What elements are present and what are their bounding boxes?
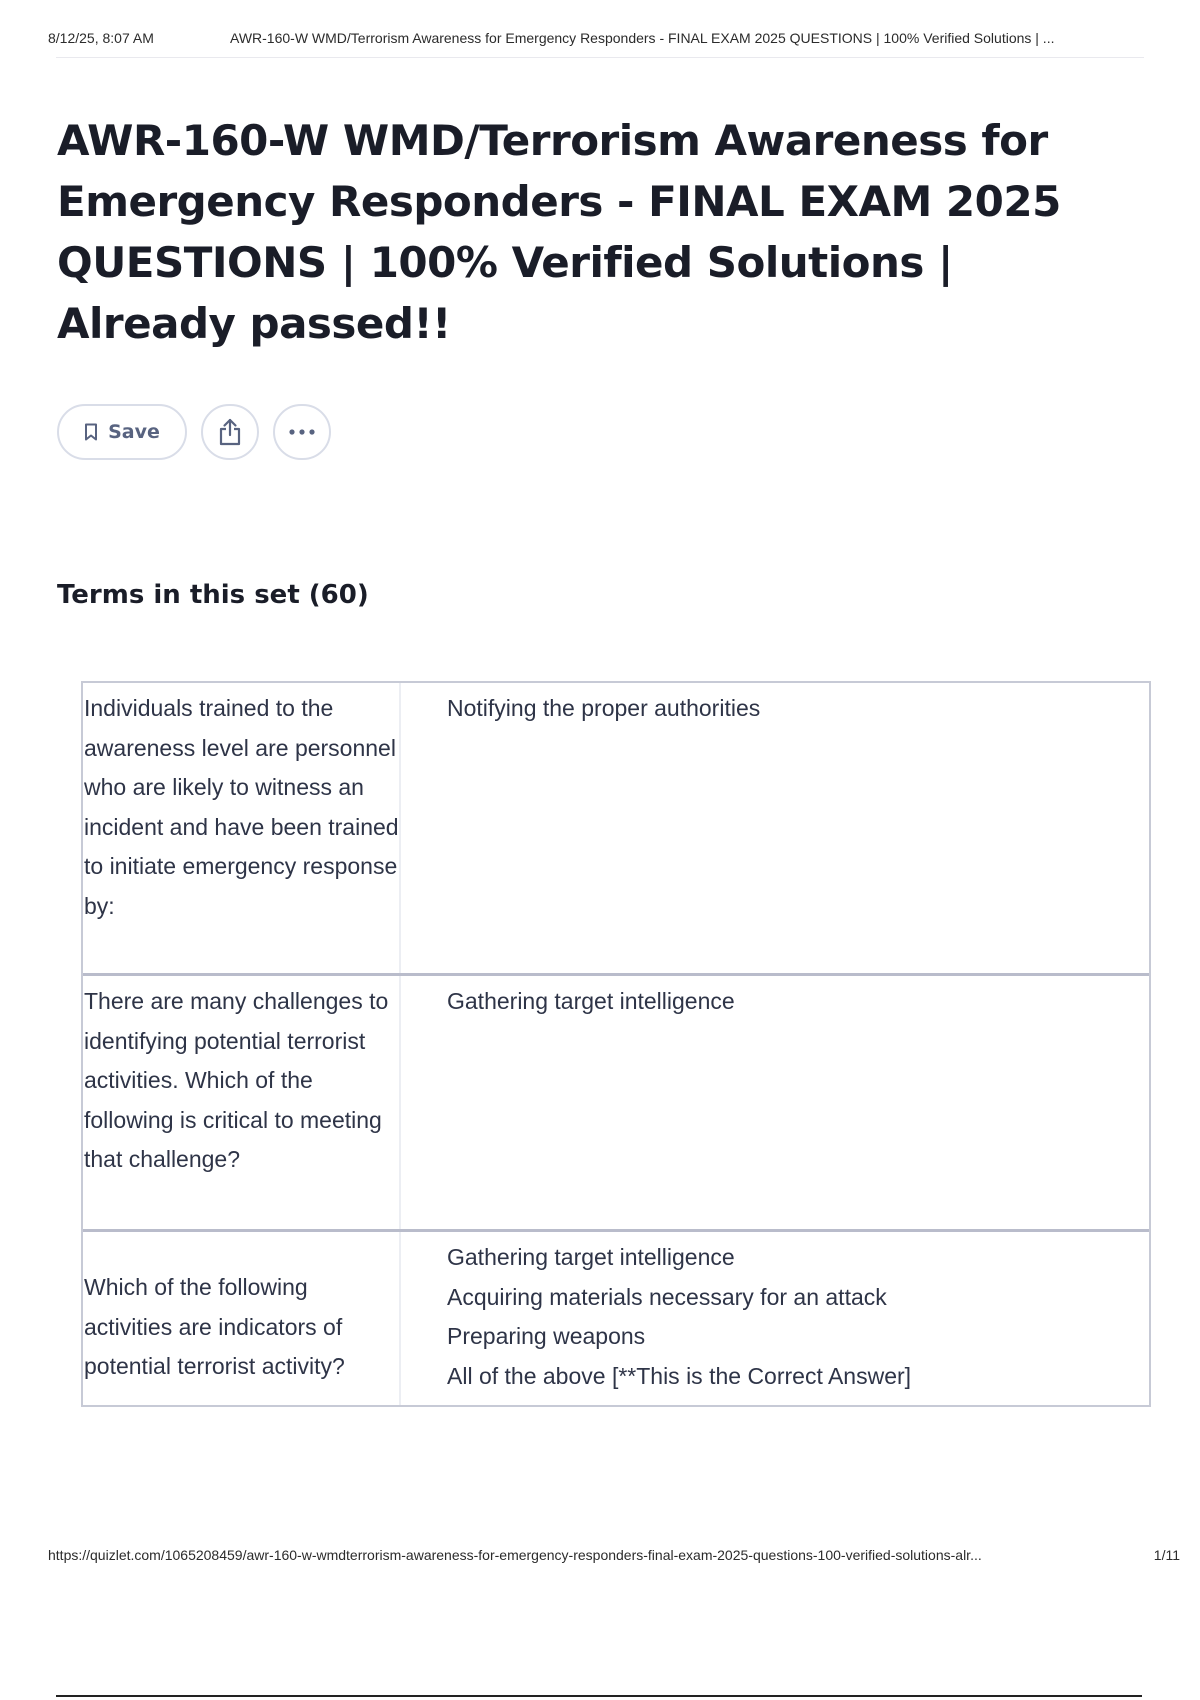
print-date: 8/12/25, 8:07 AM [48,30,154,46]
definition-line: Gathering target intelligence [447,988,735,1014]
save-button-label: Save [108,421,160,443]
save-button[interactable] [57,404,187,460]
term-row [83,973,1149,1229]
action-bar [57,404,331,464]
term-definition [401,976,1149,1229]
bookmark-icon [84,423,98,441]
page-title: AWR-160-W WMD/Terrorism Awareness for Emergency Responders - FINAL EXAM 2025 QUESTIONS | 100% Verified Solutions | Already passed!! [57,116,1061,348]
print-header [48,30,1180,54]
page-number: 1/11 [1153,1547,1180,1563]
term-text: Individuals trained to the awareness level are personnel who are likely to witness an incident and have been trained to initiate emergency response by: [83,683,401,973]
definition-line: Gathering target intelligence [447,1244,735,1270]
print-footer [48,1547,1180,1571]
more-options-button[interactable] [273,404,331,460]
term-row [83,1229,1149,1405]
term-text: Which of the following activities are indicators of potential terrorist activity? [83,1232,401,1405]
print-document-title: AWR-160-W WMD/Terrorism Awareness for Emergency Responders - FINAL EXAM 2025 QUESTIONS | 100% Verified Solutions | ... [230,30,1055,46]
print-url: https://quizlet.com/1065208459/awr-160-w-wmdterrorism-awareness-for-emergency-responders-final-exam-2025-questions-100-verified-solutions-alr... [48,1547,982,1563]
term-definition [401,1232,1149,1405]
more-options-icon [288,428,316,436]
share-button[interactable] [201,404,259,460]
definition-line: Notifying the proper authorities [447,695,761,721]
definition-line: Preparing weapons [447,1323,646,1349]
term-text: There are many challenges to identifying potential terrorist activities. Which of the following is critical to meeting that challenge? [83,976,401,1229]
term-definition [401,683,1149,973]
header-divider [56,57,1144,58]
terms-table [81,681,1151,1407]
definition-line: All of the above [**This is the Correct Answer] [447,1362,912,1389]
definition-line: Acquiring materials necessary for an attack [447,1283,887,1310]
terms-section-title: Terms in this set (60) [57,580,369,610]
share-icon [218,418,242,446]
bottom-divider [56,1695,1142,1697]
term-row [83,683,1149,973]
